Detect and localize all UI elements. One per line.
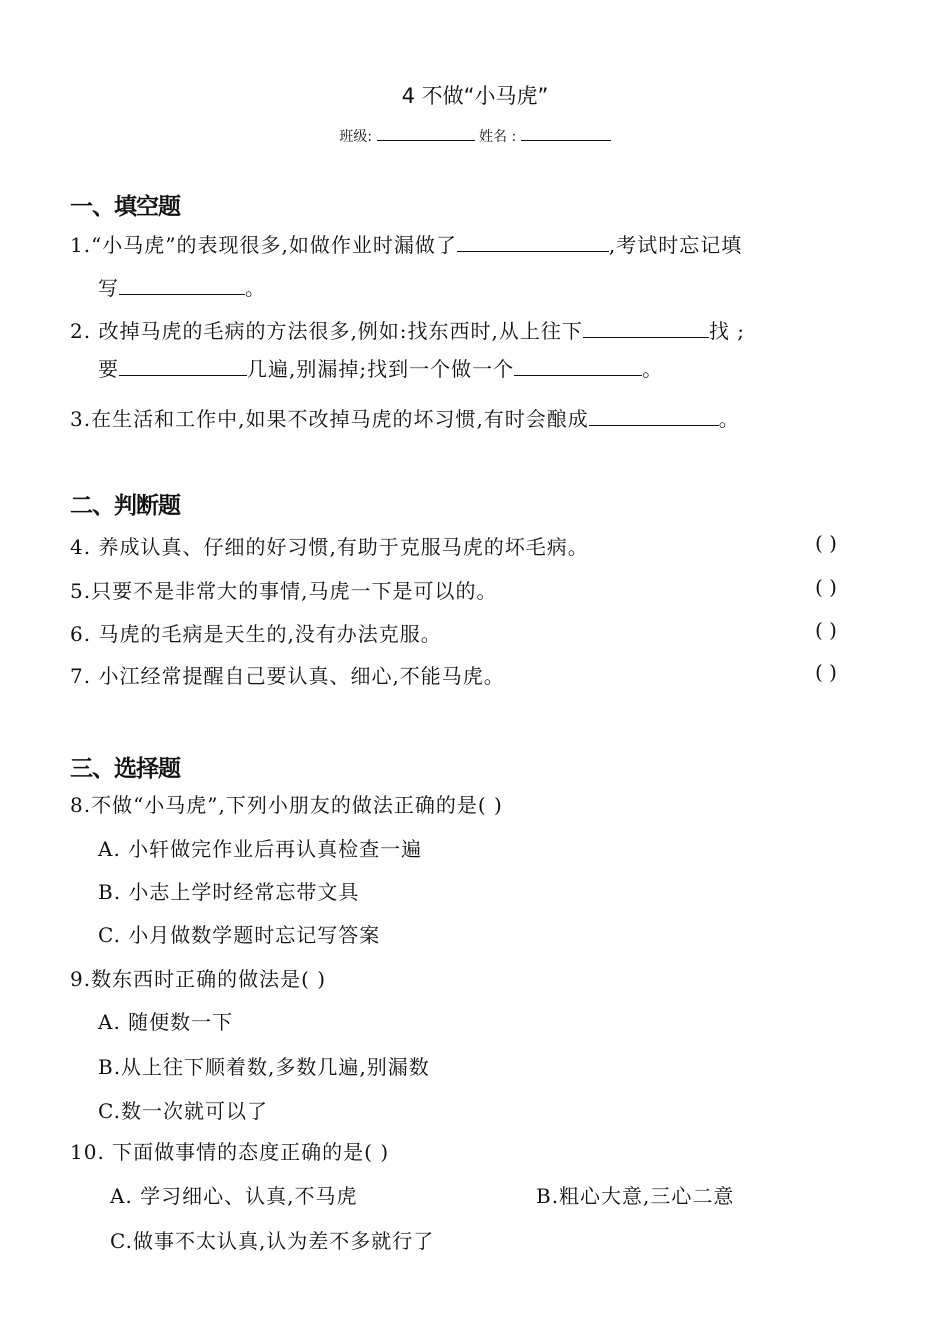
q2-text-c: 要 <box>98 357 119 381</box>
question-9-option-a[interactable]: A. 随便数一下 <box>98 1010 234 1034</box>
question-9: 9.数东西时正确的做法是( ) <box>70 967 327 991</box>
question-10: 10. 下面做事情的态度正确的是( ) <box>70 1140 390 1164</box>
q1-blank-1[interactable] <box>457 233 609 252</box>
q1-text-d: 。 <box>245 276 266 300</box>
section-fill-title: 一、填空题 <box>70 194 180 220</box>
question-9-option-c[interactable]: C.数一次就可以了 <box>98 1099 268 1123</box>
question-8-option-a[interactable]: A. 小轩做完作业后再认真检查一遍 <box>98 837 423 861</box>
question-10-option-b[interactable]: B.粗心大意,三心二意 <box>536 1184 735 1208</box>
question-7-answer-paren[interactable]: ( ) <box>815 660 837 684</box>
question-6-answer-paren[interactable]: ( ) <box>815 618 837 642</box>
question-2-line2 <box>98 353 663 382</box>
question-8: 8.不做“小马虎”,下列小朋友的做法正确的是( ) <box>70 793 503 817</box>
q1-text-a: 1.“小马虎”的表现很多,如做作业时漏做了 <box>70 233 457 257</box>
question-2-line1 <box>70 315 745 344</box>
question-8-option-c[interactable]: C. 小月做数学题时忘记写答案 <box>98 923 381 947</box>
q2-text-a: 2. 改掉马虎的毛病的方法很多,例如:找东西时,从上往下 <box>70 319 583 343</box>
q1-blank-2[interactable] <box>119 276 245 295</box>
question-6: 6. 马虎的毛病是天生的,没有办法克服。 <box>70 622 442 646</box>
section-choice-title: 三、选择题 <box>70 756 180 782</box>
question-1-line2 <box>98 272 266 301</box>
q2-blank-3[interactable] <box>514 357 642 376</box>
name-label: 姓名 : <box>479 129 517 145</box>
question-7: 7. 小江经常提醒自己要认真、细心,不能马虎。 <box>70 664 505 688</box>
question-3 <box>70 403 740 432</box>
q1-text-b: ,考试时忘记填 <box>608 233 743 257</box>
name-blank[interactable] <box>521 126 611 141</box>
section-judge-title: 二、判断题 <box>70 493 180 519</box>
question-1-line1 <box>70 229 742 258</box>
student-info <box>0 126 950 146</box>
q3-text-b: 。 <box>718 407 740 431</box>
q2-blank-2[interactable] <box>119 357 247 376</box>
q3-blank[interactable] <box>589 407 719 426</box>
question-8-option-b[interactable]: B. 小志上学时经常忘带文具 <box>98 880 360 904</box>
q3-text-a: 3.在生活和工作中,如果不改掉马虎的坏习惯,有时会酿成 <box>70 407 589 431</box>
question-10-option-a[interactable]: A. 学习细心、认真,不马虎 <box>110 1184 358 1208</box>
question-10-option-c[interactable]: C.做事不太认真,认为差不多就行了 <box>110 1229 435 1253</box>
class-blank[interactable] <box>377 126 475 141</box>
q2-blank-1[interactable] <box>583 319 709 338</box>
q2-text-e: 。 <box>642 357 664 381</box>
question-9-option-b[interactable]: B.从上往下顺着数,多数几遍,别漏数 <box>98 1055 430 1079</box>
question-5-answer-paren[interactable]: ( ) <box>815 575 837 599</box>
q2-text-b: 找 ; <box>708 319 746 343</box>
class-label: 班级: <box>339 129 373 145</box>
question-5: 5.只要不是非常大的事情,马虎一下是可以的。 <box>70 579 498 603</box>
page-title: 4 不做“小马虎” <box>401 84 549 108</box>
question-4: 4. 养成认真、仔细的好习惯,有助于克服马虎的坏毛病。 <box>70 535 589 559</box>
q1-text-c: 写 <box>98 276 119 300</box>
question-4-answer-paren[interactable]: ( ) <box>815 531 837 555</box>
q2-text-d: 几遍,别漏掉;找到一个做一个 <box>247 357 515 381</box>
